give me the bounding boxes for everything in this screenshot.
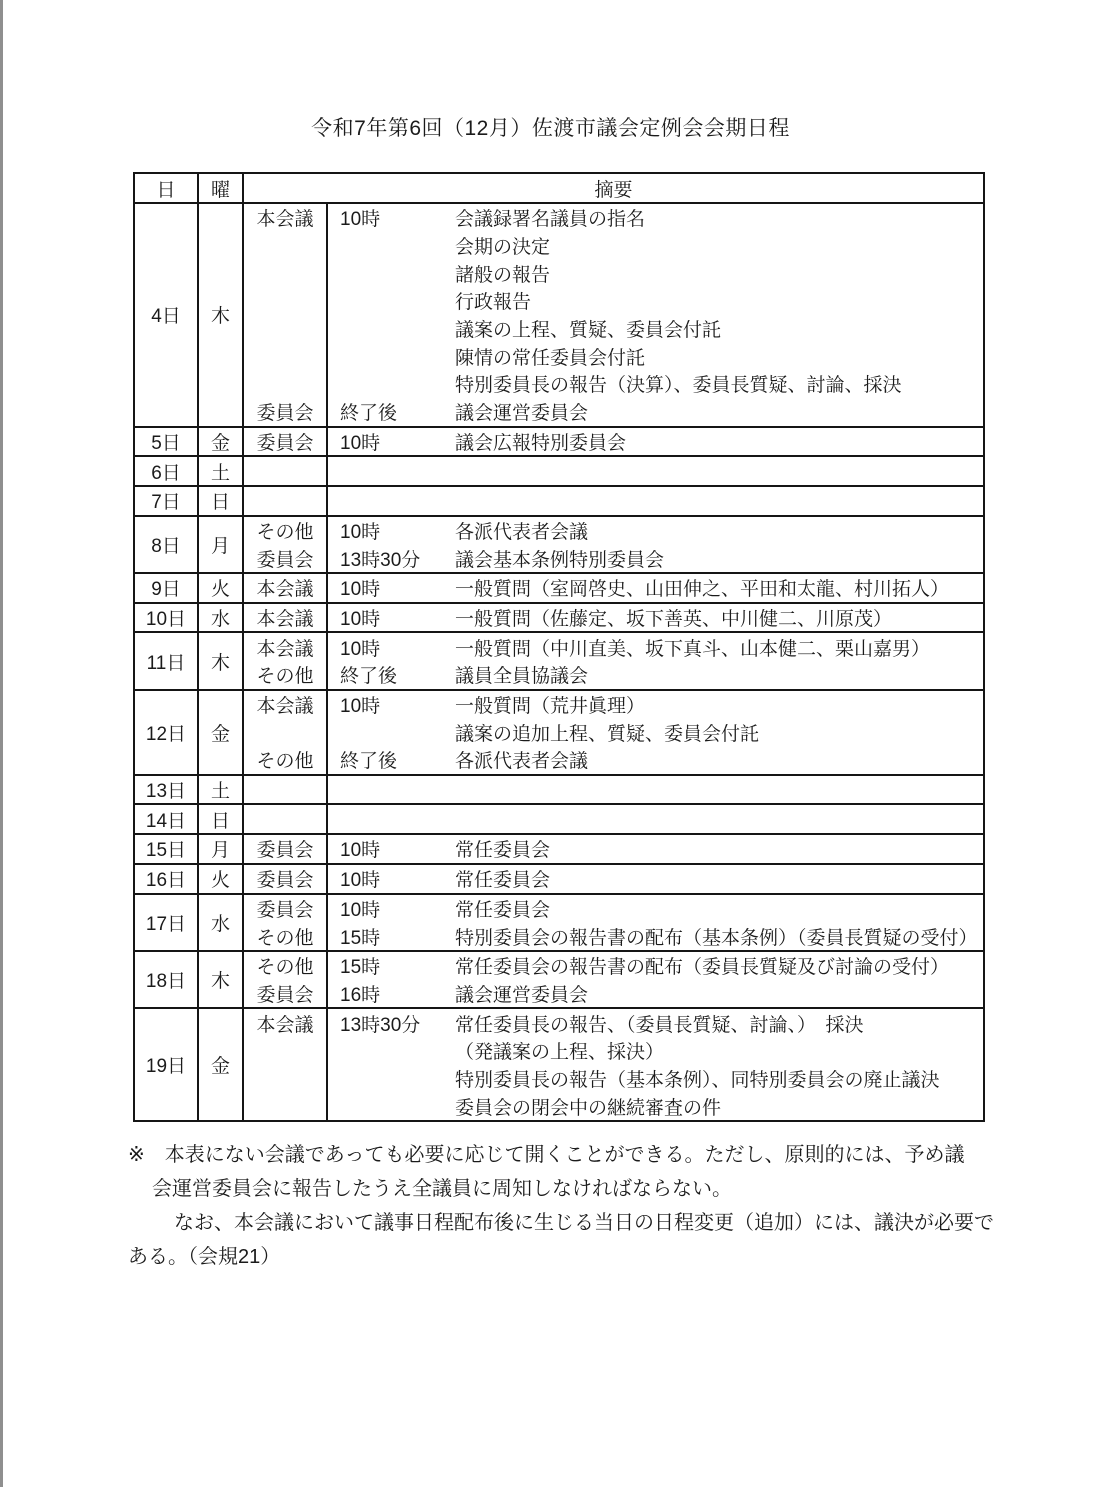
row-lines (244, 895, 983, 950)
meeting-type-cell (244, 287, 328, 315)
line-content (328, 574, 983, 602)
weekday-cell: 土 (199, 776, 244, 804)
meeting-description: 議会広報特別委員会 (455, 432, 627, 454)
meeting-type-cell: 本会議 (244, 574, 328, 602)
schedule-table-body (135, 204, 983, 1120)
meeting-type-cell: その他 (244, 517, 328, 545)
meeting-time: 終了後 (340, 666, 398, 688)
meeting-type-cell (244, 315, 328, 343)
meeting-description: 一般質問（佐藤定、坂下善英、中川健二、川原茂） (455, 608, 893, 630)
table-row (135, 895, 983, 952)
row-lines (244, 457, 983, 485)
scan-edge-line (0, 0, 3, 1487)
meeting-type-cell: 委員会 (244, 398, 328, 426)
meeting-type-cell (244, 487, 328, 515)
schedule-line (244, 952, 983, 980)
line-content (328, 691, 983, 719)
row-lines (244, 835, 983, 863)
line-content (328, 398, 983, 426)
meeting-time: 10時 (340, 579, 381, 601)
schedule-line (244, 604, 983, 632)
line-content (328, 835, 983, 863)
line-content (328, 370, 983, 398)
row-lines (244, 574, 983, 602)
day-cell: 10日 (135, 604, 199, 632)
schedule-line (244, 487, 983, 515)
meeting-type-cell: 委員会 (244, 865, 328, 893)
table-row (135, 835, 983, 865)
meeting-description: 議会運営委員会 (455, 984, 589, 1006)
schedule-line (244, 1009, 983, 1037)
meeting-description: 一般質問（中川直美、坂下真斗、山本健二、栗山嘉男） (455, 638, 931, 660)
day-cell: 15日 (135, 835, 199, 863)
meeting-type-cell (244, 1037, 328, 1065)
schedule-line (244, 287, 983, 315)
day-cell: 11日 (135, 633, 199, 688)
meeting-time: 10時 (340, 899, 381, 921)
day-cell: 16日 (135, 865, 199, 893)
footnote-line: ※ 本表にない会議であっても必要に応じて開くことができる。ただし、原則的には、予め議 (128, 1144, 965, 1166)
meeting-description: 特別委員長の報告（基本条例）、同特別委員会の廃止議決 (455, 1069, 940, 1091)
line-content (328, 1009, 983, 1037)
meeting-description: 諸般の報告 (455, 264, 551, 286)
row-lines (244, 487, 983, 515)
day-cell: 7日 (135, 487, 199, 515)
weekday-cell: 火 (199, 865, 244, 893)
line-content (328, 1037, 983, 1065)
meeting-type-cell: その他 (244, 952, 328, 980)
meeting-description: 会議録署名議員の指名 (455, 209, 646, 231)
meeting-description: 特別委員会の報告書の配布（基本条例）（委員長質疑の受付） (455, 927, 978, 949)
line-content (328, 980, 983, 1008)
weekday-cell: 水 (199, 895, 244, 950)
row-lines (244, 633, 983, 688)
meeting-time: 15時 (340, 957, 381, 979)
weekday-cell: 木 (199, 952, 244, 1007)
weekday-cell: 土 (199, 457, 244, 485)
table-row (135, 517, 983, 574)
line-content (328, 661, 983, 689)
meeting-type-cell: 委員会 (244, 835, 328, 863)
line-content (328, 1065, 983, 1093)
schedule-table (133, 172, 985, 1122)
meeting-description: （発議案の上程、採決） (455, 1042, 665, 1064)
day-cell: 14日 (135, 805, 199, 833)
meeting-description: 一般質問（室岡啓史、山田伸之、平田和太龍、村川拓人） (455, 579, 950, 601)
meeting-type-cell: その他 (244, 661, 328, 689)
meeting-description: 各派代表者会議 (455, 751, 589, 773)
schedule-line (244, 517, 983, 545)
meeting-description: 各派代表者会議 (455, 521, 589, 543)
line-content (328, 259, 983, 287)
weekday-cell: 金 (199, 1009, 244, 1120)
table-row (135, 952, 983, 1009)
table-row (135, 691, 983, 776)
meeting-time: 10時 (340, 638, 381, 660)
header-summary: 摘要 (594, 179, 633, 201)
meeting-type-cell: 委員会 (244, 544, 328, 572)
schedule-line (244, 370, 983, 398)
meeting-type-cell (244, 342, 328, 370)
line-content (328, 457, 983, 485)
meeting-description: 常任委員会 (455, 870, 551, 892)
footnote-line: 会運営委員会に報告したうえ全議員に周知しなければならない。 (152, 1178, 732, 1200)
table-row (135, 633, 983, 690)
schedule-line (244, 1092, 983, 1120)
row-lines (244, 691, 983, 774)
weekday-cell: 月 (199, 835, 244, 863)
footnote-line: ある。（会規21） (128, 1246, 281, 1268)
schedule-line (244, 1037, 983, 1065)
line-content (328, 544, 983, 572)
meeting-type-cell (244, 718, 328, 746)
day-cell: 6日 (135, 457, 199, 485)
meeting-description: 一般質問（荒井眞理） (455, 696, 646, 718)
meeting-time: 15時 (340, 927, 381, 949)
line-content (328, 776, 983, 804)
weekday-cell: 金 (199, 428, 244, 456)
meeting-description: 議会基本条例特別委員会 (455, 549, 665, 571)
table-row (135, 457, 983, 487)
schedule-line (244, 746, 983, 774)
schedule-line (244, 661, 983, 689)
table-row (135, 604, 983, 634)
schedule-line (244, 457, 983, 485)
weekday-cell: 木 (199, 633, 244, 688)
footnote (128, 1138, 1000, 1274)
meeting-time: 10時 (340, 696, 381, 718)
schedule-line (244, 544, 983, 572)
weekday-cell: 日 (199, 805, 244, 833)
schedule-line (244, 980, 983, 1008)
meeting-description: 議案の追加上程、質疑、委員会付託 (455, 723, 760, 745)
schedule-line (244, 232, 983, 260)
meeting-type-cell: 本会議 (244, 633, 328, 661)
table-row (135, 574, 983, 604)
table-row (135, 487, 983, 517)
meeting-time: 13時30分 (340, 1014, 421, 1036)
weekday-cell: 火 (199, 574, 244, 602)
schedule-line (244, 1065, 983, 1093)
schedule-line (244, 574, 983, 602)
row-lines (244, 428, 983, 456)
weekday-cell: 水 (199, 604, 244, 632)
line-content (328, 1092, 983, 1120)
meeting-description: 常任委員会 (455, 840, 551, 862)
line-content (328, 517, 983, 545)
meeting-time: 終了後 (340, 403, 398, 425)
weekday-cell: 月 (199, 517, 244, 572)
table-row (135, 428, 983, 458)
meeting-type-cell: 本会議 (244, 204, 328, 232)
row-lines (244, 776, 983, 804)
meeting-time: 10時 (340, 521, 381, 543)
meeting-time: 終了後 (340, 751, 398, 773)
meeting-description: 議会運営委員会 (455, 403, 589, 425)
line-content (328, 487, 983, 515)
table-header-row (135, 174, 983, 204)
schedule-line (244, 922, 983, 950)
meeting-description: 常任委員会 (455, 899, 551, 921)
meeting-time: 16時 (340, 984, 381, 1006)
weekday-cell: 木 (199, 204, 244, 426)
table-row (135, 865, 983, 895)
table-row (135, 776, 983, 806)
meeting-type-cell (244, 1092, 328, 1120)
meeting-type-cell (244, 370, 328, 398)
header-weekday: 曜 (199, 174, 244, 202)
day-cell: 17日 (135, 895, 199, 950)
meeting-description: 議案の上程、質疑、委員会付託 (455, 320, 722, 342)
meeting-type-cell: 委員会 (244, 895, 328, 923)
line-content (328, 315, 983, 343)
line-content (328, 604, 983, 632)
row-lines (244, 865, 983, 893)
line-content (328, 232, 983, 260)
meeting-description: 陳情の常任委員会付託 (455, 347, 646, 369)
meeting-type-cell: その他 (244, 922, 328, 950)
meeting-time: 10時 (340, 209, 381, 231)
meeting-type-cell (244, 1065, 328, 1093)
table-row (135, 204, 983, 428)
schedule-line (244, 835, 983, 863)
day-cell: 8日 (135, 517, 199, 572)
weekday-cell: 金 (199, 691, 244, 774)
weekday-cell: 日 (199, 487, 244, 515)
meeting-type-cell: 委員会 (244, 428, 328, 456)
schedule-line (244, 204, 983, 232)
schedule-line (244, 259, 983, 287)
row-lines (244, 1009, 983, 1120)
schedule-line (244, 718, 983, 746)
meeting-type-cell: その他 (244, 746, 328, 774)
line-content (328, 718, 983, 746)
schedule-line (244, 315, 983, 343)
day-cell: 12日 (135, 691, 199, 774)
meeting-type-cell: 本会議 (244, 604, 328, 632)
line-content (328, 287, 983, 315)
schedule-line (244, 691, 983, 719)
meeting-type-cell: 委員会 (244, 980, 328, 1008)
meeting-time: 10時 (340, 432, 381, 454)
meeting-description: 特別委員長の報告（決算）、委員長質疑、討論、採決 (455, 375, 902, 397)
meeting-description: 議員全員協議会 (455, 666, 589, 688)
schedule-line (244, 398, 983, 426)
meeting-description: 常任委員会の報告書の配布（委員長質疑及び討論の受付） (455, 957, 950, 979)
schedule-line (244, 776, 983, 804)
day-cell: 9日 (135, 574, 199, 602)
day-cell: 13日 (135, 776, 199, 804)
schedule-line (244, 805, 983, 833)
day-cell: 19日 (135, 1009, 199, 1120)
meeting-description: 常任委員長の報告、（委員長質疑、討論、） 採決 (455, 1014, 864, 1036)
schedule-line (244, 895, 983, 923)
footnote-line: なお、本会議において議事日程配布後に生じる当日の日程変更（追加）には、議決が必要で (174, 1212, 994, 1234)
schedule-line (244, 633, 983, 661)
line-content (328, 865, 983, 893)
line-content (328, 922, 983, 950)
line-content (328, 895, 983, 923)
row-lines (244, 517, 983, 572)
day-cell: 5日 (135, 428, 199, 456)
meeting-type-cell: 本会議 (244, 691, 328, 719)
schedule-line (244, 428, 983, 456)
page-title: 令和7年第6回（12月）佐渡市議会定例会会期日程 (311, 117, 790, 140)
row-lines (244, 805, 983, 833)
meeting-type-cell (244, 232, 328, 260)
meeting-type-cell (244, 805, 328, 833)
day-cell: 4日 (135, 204, 199, 426)
schedule-line (244, 865, 983, 893)
row-lines (244, 204, 983, 426)
row-lines (244, 952, 983, 1007)
line-content (328, 428, 983, 456)
meeting-description: 行政報告 (455, 292, 532, 314)
line-content (328, 746, 983, 774)
schedule-line (244, 342, 983, 370)
line-content (328, 952, 983, 980)
meeting-description: 会期の決定 (455, 237, 551, 259)
meeting-time: 10時 (340, 608, 381, 630)
table-row (135, 805, 983, 835)
meeting-type-cell (244, 776, 328, 804)
meeting-time: 10時 (340, 870, 381, 892)
line-content (328, 342, 983, 370)
day-cell: 18日 (135, 952, 199, 1007)
line-content (328, 204, 983, 232)
meeting-type-cell (244, 259, 328, 287)
header-day: 日 (135, 174, 199, 202)
line-content (328, 633, 983, 661)
meeting-time: 10時 (340, 840, 381, 862)
meeting-type-cell (244, 457, 328, 485)
table-row (135, 1009, 983, 1120)
meeting-time: 13時30分 (340, 549, 421, 571)
meeting-type-cell: 本会議 (244, 1009, 328, 1037)
line-content (328, 805, 983, 833)
row-lines (244, 604, 983, 632)
meeting-description: 委員会の閉会中の継続審査の件 (455, 1097, 722, 1119)
